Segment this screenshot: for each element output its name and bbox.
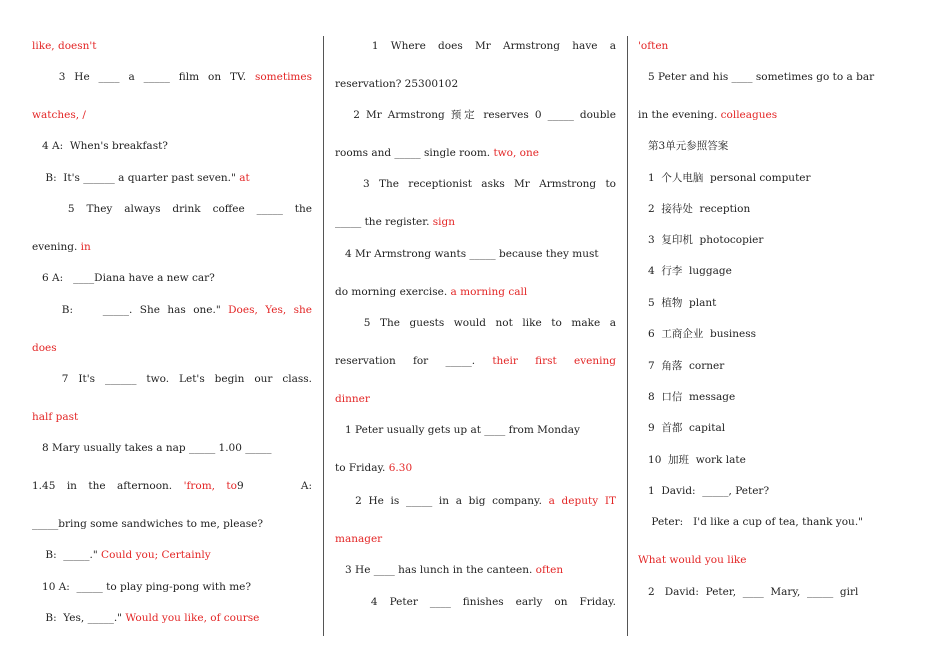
question-text: 4 Peter ____ finishes early on Friday. — [335, 596, 616, 608]
text-line — [335, 495, 616, 507]
question-text: 5 The guests would not like to make a — [335, 317, 616, 329]
question-text: 3 The receptionist asks Mr Armstrong to — [335, 178, 616, 190]
text-line — [32, 304, 312, 316]
column-1 — [32, 0, 312, 672]
text-line — [32, 140, 312, 152]
question-text: 5 Peter and his ____ sometimes go to a bar — [638, 71, 875, 83]
question-text: 2 David: Peter, ____ Mary, _____ girl — [638, 586, 859, 598]
text-line — [638, 516, 920, 528]
answer-text: 'often — [638, 40, 669, 52]
text-line — [32, 342, 312, 354]
question-text: 1 Where does Mr Armstrong have a — [335, 40, 616, 52]
question-text: _____bring some sandwiches to me, please? — [32, 518, 263, 530]
text-line — [335, 355, 616, 367]
question-text: 3 He ____ a _____ film on TV. — [32, 71, 255, 83]
text-line — [638, 297, 920, 309]
text-line — [335, 564, 616, 576]
question-text: 5 植物 plant — [638, 297, 717, 309]
text-line — [638, 172, 920, 184]
text-line — [638, 328, 920, 340]
text-line — [32, 518, 312, 530]
text-line — [32, 40, 312, 52]
question-text: 1 Peter usually gets up at ____ from Monday — [335, 424, 580, 436]
text-line — [335, 533, 616, 545]
text-line — [335, 462, 616, 474]
question-text: do morning exercise. — [335, 286, 451, 298]
question-text: reservation? 25300102 — [335, 78, 459, 90]
text-line — [32, 241, 312, 253]
column-divider-right — [627, 36, 628, 636]
answer-text: What would you like — [638, 554, 747, 566]
answer-text: dinner — [335, 393, 370, 405]
answer-text: often — [535, 564, 564, 576]
text-line — [638, 391, 920, 403]
answer-text: colleagues — [720, 109, 778, 121]
answer-text: Could you; Certainly — [101, 549, 211, 561]
text-line — [638, 40, 920, 52]
answer-text: like, doesn't — [32, 40, 97, 52]
text-line — [335, 40, 616, 52]
text-line — [32, 581, 312, 593]
text-line — [335, 109, 616, 121]
text-line — [335, 147, 616, 159]
question-text: 9 A: — [236, 480, 312, 492]
text-line — [32, 71, 312, 83]
question-text: 1 David: _____, Peter? — [638, 485, 770, 497]
text-line — [32, 411, 312, 423]
text-line — [32, 442, 312, 454]
text-line — [32, 612, 312, 624]
text-line — [638, 454, 920, 466]
text-line — [638, 485, 920, 497]
answer-text: their first evening — [492, 355, 616, 367]
column-2 — [335, 0, 616, 672]
question-text: 1 个人电脑 personal computer — [638, 172, 811, 184]
question-text: 10 加班 work late — [638, 454, 746, 466]
column-divider-left — [323, 36, 324, 636]
text-line — [638, 234, 920, 246]
text-line — [32, 272, 312, 284]
question-text: 6 工商企业 business — [638, 328, 757, 340]
text-line — [638, 140, 920, 152]
column-3 — [638, 0, 920, 672]
text-line — [638, 203, 920, 215]
answer-text: a deputy IT — [548, 495, 616, 507]
question-text: 1.45 in the afternoon. — [32, 480, 184, 492]
question-text: 9 首都 capital — [638, 422, 726, 434]
text-line — [638, 71, 920, 83]
question-text: 2 He is _____ in a big company. — [335, 495, 549, 507]
text-line — [335, 596, 616, 608]
answer-text: 6.30 — [388, 462, 413, 474]
text-line — [638, 554, 920, 566]
question-text: rooms and _____ single room. — [335, 147, 494, 159]
answer-text: at — [239, 172, 250, 184]
text-line — [32, 109, 312, 121]
text-line — [335, 286, 616, 298]
question-text: 第3单元参照答案 — [638, 140, 729, 152]
question-text: _____ the register. — [335, 216, 433, 228]
text-line — [638, 586, 920, 598]
answer-text: Does, Yes, she — [228, 304, 312, 316]
text-line — [638, 265, 920, 277]
text-line — [638, 109, 920, 121]
answer-text: manager — [335, 533, 383, 545]
question-text: 10 A: _____ to play ping-pong with me? — [32, 581, 252, 593]
answer-text: two, one — [493, 147, 539, 159]
answer-text: 'from, to — [183, 480, 237, 492]
text-line — [32, 549, 312, 561]
question-text: 2 Mr Armstrong 预定 reserves 0 _____ double — [335, 109, 616, 121]
text-line — [32, 373, 312, 385]
question-text: Peter: I'd like a cup of tea, thank you." — [638, 516, 863, 528]
text-line — [335, 216, 616, 228]
answer-text: sign — [432, 216, 456, 228]
text-line — [32, 480, 312, 492]
question-text: in the evening. — [638, 109, 721, 121]
answer-text: in — [80, 241, 91, 253]
text-line — [335, 424, 616, 436]
text-line — [32, 172, 312, 184]
answer-text: a morning call — [450, 286, 528, 298]
text-line — [32, 203, 312, 215]
answer-text: Would you like, of course — [125, 612, 260, 624]
question-text: 6 A: ____Diana have a new car? — [32, 272, 215, 284]
answer-text: does — [32, 342, 57, 354]
question-text: 2 接待处 reception — [638, 203, 751, 215]
question-text: 8 Mary usually takes a nap _____ 1.00 _____ — [32, 442, 272, 454]
question-text: 4 行李 luggage — [638, 265, 732, 277]
text-line — [335, 178, 616, 190]
question-text: 7 It's ______ two. Let's begin our class. — [32, 373, 312, 385]
text-line — [638, 360, 920, 372]
question-text: 7 角落 corner — [638, 360, 725, 372]
question-text: B: Yes, _____." — [32, 612, 126, 624]
question-text: reservation for _____. — [335, 355, 493, 367]
answer-text: watches, / — [32, 109, 86, 121]
text-line — [335, 78, 616, 90]
question-text: 8 口信 message — [638, 391, 736, 403]
question-text: to Friday. — [335, 462, 389, 474]
text-line — [335, 248, 616, 260]
answer-text: sometimes — [254, 71, 312, 83]
question-text: 4 A: When's breakfast? — [32, 140, 168, 152]
text-line — [335, 393, 616, 405]
question-text: evening. — [32, 241, 81, 253]
question-text: 5 They always drink coffee _____ the — [32, 203, 312, 215]
question-text: B: _____. She has one." — [32, 304, 229, 316]
question-text: 3 He ____ has lunch in the canteen. — [335, 564, 536, 576]
question-text: B: _____." — [32, 549, 102, 561]
text-line — [638, 422, 920, 434]
question-text: 3 复印机 photocopier — [638, 234, 764, 246]
question-text: B: It's ______ a quarter past seven." — [32, 172, 240, 184]
question-text: 4 Mr Armstrong wants _____ because they must — [335, 248, 599, 260]
text-line — [335, 317, 616, 329]
answer-text: half past — [32, 411, 79, 423]
